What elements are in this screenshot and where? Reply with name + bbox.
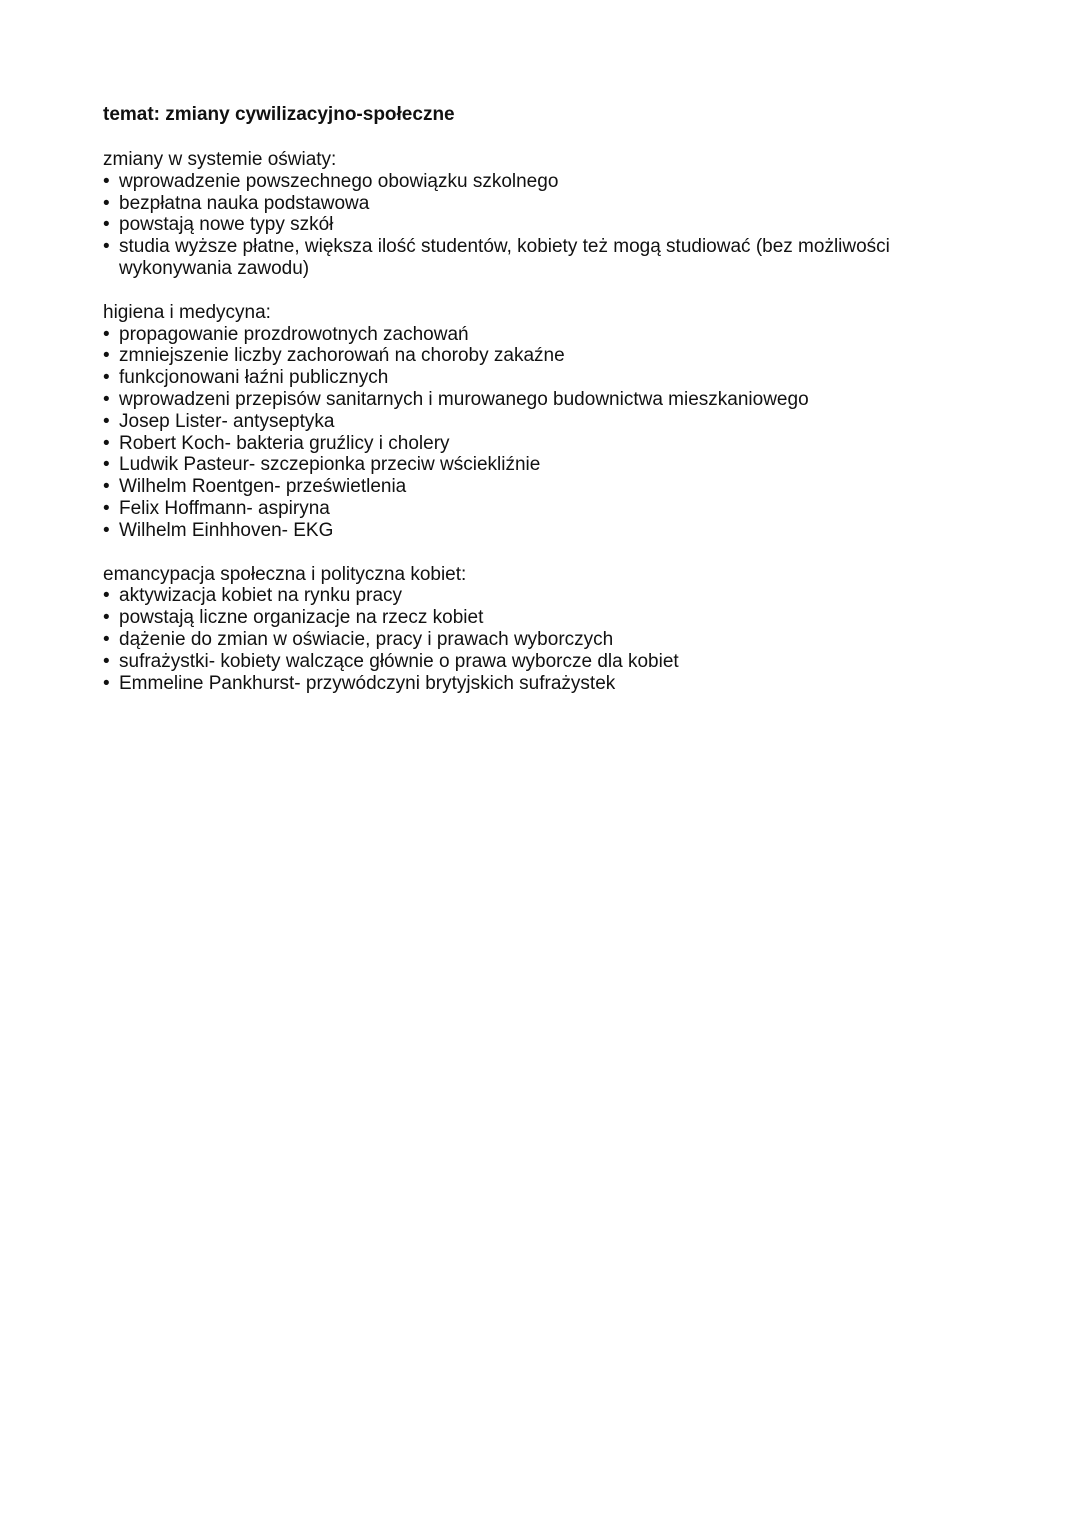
list-item: • Ludwik Pasteur- szczepionka przeciw wściekliźnie: [103, 454, 983, 476]
list-item: • bezpłatna nauka podstawowa: [103, 193, 983, 215]
bullet-list: [103, 585, 983, 694]
list-item: • Felix Hoffmann- aspiryna: [103, 498, 983, 520]
list-item: • Emmeline Pankhurst- przywódczyni brytyjskich sufrażystek: [103, 673, 983, 695]
section-heading: zmiany w systemie oświaty:: [103, 149, 337, 170]
list-item: • zmniejszenie liczby zachorowań na choroby zakaźne: [103, 345, 983, 367]
list-item: • studia wyższe płatne, większa ilość studentów, kobiety też mogą studiować (bez możliwości wykonywania zawodu): [103, 236, 983, 280]
section-emancipation: [103, 564, 983, 695]
document-title: temat: zmiany cywilizacyjno-społeczne: [103, 104, 455, 125]
section-heading: higiena i medycyna:: [103, 301, 271, 323]
list-item: • propagowanie prozdrowotnych zachowań: [103, 324, 983, 346]
document-content: [103, 103, 983, 716]
list-item: • wprowadzenie powszechnego obowiązku szkolnego: [103, 171, 983, 193]
list-item: • Josep Lister- antyseptyka: [103, 411, 983, 433]
section-education: [103, 149, 983, 280]
list-item: • Wilhelm Roentgen- prześwietlenia: [103, 476, 983, 498]
list-item: • aktywizacja kobiet na rynku pracy: [103, 585, 983, 607]
list-item: • Wilhelm Einhhoven- EKG: [103, 520, 983, 542]
bullet-list: [103, 324, 983, 542]
list-item: • powstają liczne organizacje na rzecz kobiet: [103, 607, 983, 629]
list-item: • funkcjonowani łaźni publicznych: [103, 367, 983, 389]
list-item: • wprowadzeni przepisów sanitarnych i murowanego budownictwa mieszkaniowego: [103, 389, 983, 411]
section-heading: emancypacja społeczna i polityczna kobiet:: [103, 563, 467, 585]
list-item: • dążenie do zmian w oświacie, pracy i prawach wyborczych: [103, 629, 983, 651]
list-item: • sufrażystki- kobiety walczące głównie o prawa wyborcze dla kobiet: [103, 651, 983, 673]
list-item: • powstają nowe typy szkół: [103, 214, 983, 236]
list-item: • Robert Koch- bakteria gruźlicy i cholery: [103, 433, 983, 455]
section-hygiene-medicine: [103, 302, 983, 542]
bullet-list: [103, 171, 983, 280]
